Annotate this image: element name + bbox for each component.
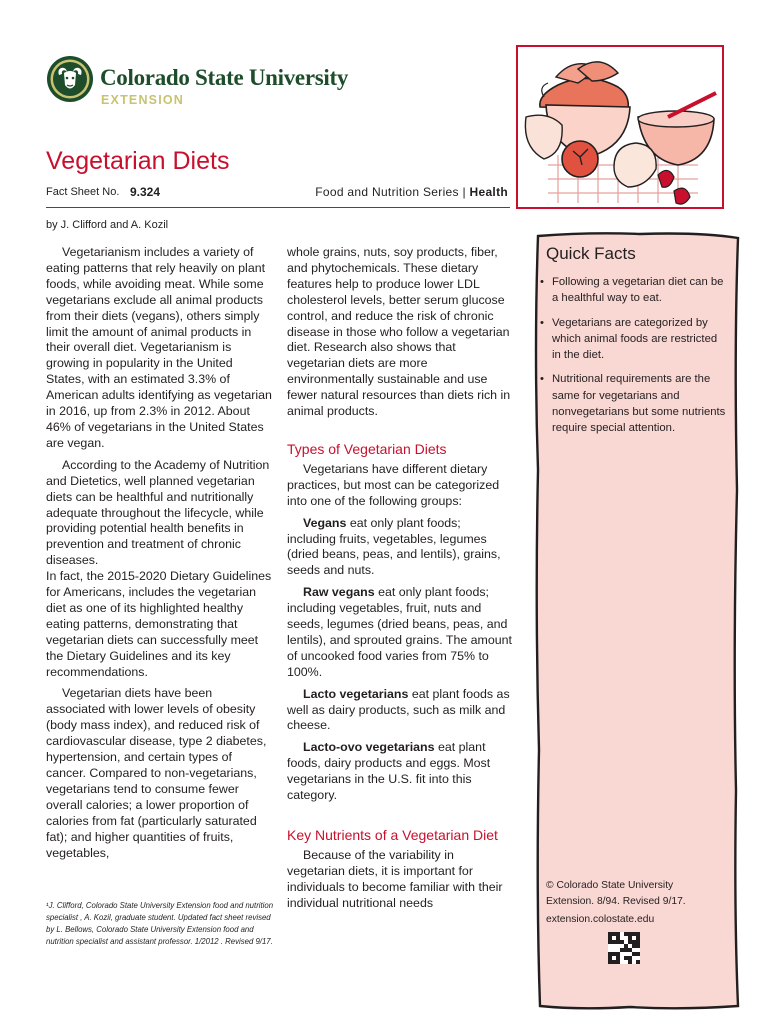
copyright-text: © Colorado State University Extension. 8/94. Revised 9/17.	[546, 880, 686, 907]
lacto-ovo-term: Lacto-ovo vegetarians	[303, 740, 435, 755]
series-category: Health	[469, 185, 508, 199]
series-name: Food and Nutrition Series	[315, 185, 459, 199]
authors-byline: by J. Clifford and A. Kozil	[46, 219, 169, 231]
series-label	[315, 185, 508, 199]
quick-fact-item: • Vegetarians are categorized by which animal foods are restricted in the diet.	[552, 315, 727, 364]
body-column-1	[46, 245, 274, 867]
raw-vegans-text: eat only plant foods; including vegetables, fruit, nuts and seeds, legumes (dried beans, peas, and lentils), and sprouted grains. The amount of uncooked food varies from 75% to 100%.	[287, 585, 512, 679]
lacto-paragraph	[287, 687, 512, 735]
extension-website-link[interactable]: extension.colostate.edu	[546, 914, 655, 925]
ram-emblem-icon	[46, 55, 94, 103]
lacto-ovo-text: eat plant foods, dairy products and eggs. Most vegetarians in the U.S. fit into this category.	[287, 740, 491, 803]
page-title: Vegetarian Diets	[46, 147, 230, 175]
fruit-bowl-icon	[518, 47, 722, 207]
key-nutrients-heading: Key Nutrients of a Vegetarian Diet	[287, 827, 498, 843]
quick-fact-item: • Nutritional requirements are the same for vegetarians and nonvegetarians but some nutrients require special attention.	[552, 371, 727, 436]
health-paragraph: Vegetarian diets have been associated with lower levels of obesity (body mass index), and reduced risk of cardiovascular disease, type 2 diabetes, hypertension, and certain types of cancer. Compared to non-vegetarians, vegetarians tend to consume fewer overall calories; a lower proportion of calories from fat (particularly saturated fat); and higher quantities of fruits, vegetables,	[46, 686, 267, 860]
title-rule	[46, 207, 510, 208]
lacto-ovo-paragraph	[287, 740, 512, 804]
fact-sheet-number: 9.324	[130, 185, 161, 199]
food-illustration	[516, 45, 724, 209]
types-intro: Vegetarians have different dietary practices, but most can be categorized into one of the following groups:	[287, 461, 500, 508]
quick-facts-list	[540, 274, 727, 445]
fact-sheet-label: Fact Sheet No.	[46, 186, 120, 198]
lacto-text: eat plant foods as well as dairy products, such as milk and cheese.	[287, 686, 510, 733]
continued-paragraph: whole grains, nuts, soy products, fiber, and phytochemicals. These dietary features help to produce lower LDL cholesterol levels, better serum glucose control, and reduce the risk of chronic disease in those who follow a vegetarian diet. Research also shows that vegetarian diets are more environmentally sustainable and use fewer natural resources than diets rich in animal products.	[287, 245, 511, 419]
vegans-text: eat only plant foods; including fruits, vegetables, legumes (dried beans, peas, and lentils), grains, seeds and nuts.	[287, 515, 501, 578]
quick-facts-title: Quick Facts	[546, 244, 636, 263]
university-name: Colorado State University	[100, 65, 349, 90]
series-divider: |	[458, 185, 470, 199]
raw-vegans-paragraph	[287, 585, 512, 680]
body-column-2	[287, 245, 512, 918]
qr-code-icon[interactable]	[608, 932, 640, 964]
quick-fact-item: • Following a vegetarian diet can be a healthful way to eat.	[552, 274, 727, 307]
types-heading: Types of Vegetarian Diets	[287, 440, 447, 457]
vegans-term: Vegans	[303, 515, 347, 530]
copyright-block	[546, 878, 716, 930]
academy-paragraph: According to the Academy of Nutrition and Dietetics, well planned vegetarian diets can be healthful and nutritionally adequate throughout the lifecycle, while providing potential health benefits in prevention and treatment of chronic diseases.	[46, 457, 270, 568]
intro-paragraph: Vegetarianism includes a variety of eating patterns that rely heavily on plant foods, while avoiding meat. While some vegetarians exclude all animal products from their diets (vegans), others simply limit the amount of animal products in their overall diet. Vegetarianism is growing in popularity in the United States, with an estimated 3.3% of American adults identifying as vegetarian in 2016, up from 2.3% in 2012. About 46% of vegetarians in the United States are vegan.	[46, 245, 272, 450]
extension-label: EXTENSION	[101, 93, 185, 107]
raw-vegans-term: Raw vegans	[303, 585, 375, 600]
fact-sheet-line	[46, 186, 508, 202]
guidelines-paragraph: In fact, the 2015-2020 Dietary Guidelines for Americans, includes the vegetarian diet as one of its highlighted healthy eating patterns, demonstrating that vegetarian diets can successfully meet the Dietary Guidelines and its key recommendations.	[46, 569, 272, 679]
vegans-paragraph	[287, 516, 512, 580]
csu-logo	[46, 55, 386, 115]
author-footnote: ¹J. Clifford, Colorado State University Extension food and nutrition specialist , A. Kozil, graduate student. Updated fact sheet revised by L. Bellows, Colorado State University Extension food and nutrition specialist and assistant professor. 1/2012 . Revised 9/17.	[46, 901, 274, 946]
lacto-term: Lacto vegetarians	[303, 686, 409, 701]
key-nutrients-paragraph: Because of the variability in vegetarian diets, it is important for individuals to become familiar with their individual nutritional needs	[287, 847, 503, 910]
